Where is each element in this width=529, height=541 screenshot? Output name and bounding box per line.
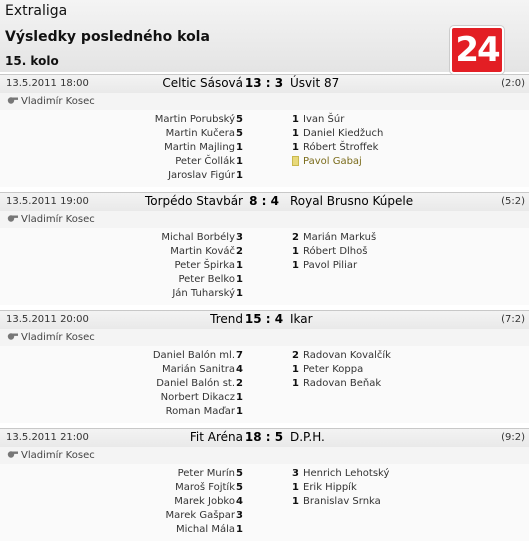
match-date: 13.5.2011 18:00: [6, 78, 89, 89]
home-scorer-goals: 3: [236, 510, 243, 521]
round-label: 15. kolo: [5, 54, 59, 68]
home-scorer-goals: 1: [236, 170, 243, 181]
home-scorer-name: Peter Murín: [177, 468, 235, 479]
referee-row: [0, 93, 529, 110]
whistle-icon: [7, 214, 18, 222]
home-scorer-goals: 1: [236, 142, 243, 153]
referee-name: Vladimír Kosec: [21, 96, 95, 107]
home-scorer-goals: 2: [236, 246, 243, 257]
scorer-row: [0, 391, 529, 405]
referee-name: Vladimír Kosec: [21, 214, 95, 225]
away-team[interactable]: Úsvit 87: [290, 76, 340, 90]
away-scorer-name: Róbert Štroffek: [303, 142, 379, 153]
away-scorer-name: Peter Koppa: [303, 364, 364, 375]
home-scorer-goals: 1: [236, 406, 243, 417]
scorer-row: [0, 169, 529, 183]
away-team[interactable]: Royal Brusno Kúpele: [290, 194, 414, 208]
referee-row: [0, 447, 529, 464]
home-scorer-name: Maroš Fojtík: [175, 482, 235, 493]
scorer-row: [0, 405, 529, 419]
scorer-row: [0, 231, 529, 245]
home-scorer-goals: 5: [236, 128, 243, 139]
whistle-icon: [7, 332, 18, 340]
referee-row: [0, 211, 529, 228]
home-scorer-name: Martin Majling: [164, 142, 235, 153]
scorer-row: [0, 273, 529, 287]
match-date: 13.5.2011 21:00: [6, 432, 89, 443]
home-scorer-name: Daniel Balón st.: [156, 378, 235, 389]
away-scorer-goals: 2: [292, 232, 299, 243]
away-scorer-name: Henrich Lehotský: [303, 468, 390, 479]
home-scorer-name: Peter Špirka: [174, 260, 235, 271]
header-panel: [0, 0, 529, 72]
match-row[interactable]: [0, 428, 529, 447]
scorers-list: [0, 110, 529, 187]
match-block: [0, 428, 529, 541]
away-scorer-goals: 1: [292, 260, 299, 271]
scorer-row: [0, 141, 529, 155]
home-team[interactable]: Torpédo Stavbár: [144, 194, 243, 208]
away-scorer-name: Róbert Dlhoš: [303, 246, 368, 257]
match-date: 13.5.2011 20:00: [6, 314, 89, 325]
referee-name: Vladimír Kosec: [21, 450, 95, 461]
away-scorer-goals: 2: [292, 350, 299, 361]
home-scorer-goals: 7: [236, 350, 243, 361]
home-scorer-goals: 1: [236, 524, 243, 535]
away-scorer-name: Daniel Kiedžuch: [303, 128, 384, 139]
away-scorer-name: Pavol Piliar: [303, 260, 358, 271]
home-scorer-goals: 4: [236, 496, 243, 507]
away-scorer-name: Radovan Kovalčík: [303, 350, 391, 361]
match-block: [0, 192, 529, 305]
away-scorer-goals: 1: [292, 114, 299, 125]
home-scorer-name: Marek Gašpar: [165, 510, 235, 521]
halftime-score: (7:2): [501, 314, 525, 325]
scorer-row: [0, 127, 529, 141]
scorer-row: [0, 495, 529, 509]
home-scorer-name: Martin Porubský: [154, 114, 235, 125]
scorer-row: [0, 259, 529, 273]
away-scorer-name: Marián Markuš: [303, 232, 377, 243]
home-team[interactable]: Trend: [210, 312, 243, 326]
home-scorer-name: Michal Mála: [176, 524, 235, 535]
halftime-score: (2:0): [501, 78, 525, 89]
away-scorer-goals: 1: [292, 496, 299, 507]
match-block: [0, 74, 529, 187]
scorer-row: [0, 509, 529, 523]
away-scorer-goals: 1: [292, 128, 299, 139]
match-score: 13 : 3: [244, 76, 284, 90]
away-scorer-goals: 1: [292, 246, 299, 257]
whistle-icon: [7, 96, 18, 104]
home-scorer-name: Norbert Dikacz: [160, 392, 235, 403]
away-scorer-goals: 1: [292, 364, 299, 375]
match-row[interactable]: [0, 74, 529, 93]
home-scorer-name: Peter Belko: [178, 274, 235, 285]
referee-name: Vladimír Kosec: [21, 332, 95, 343]
match-block: [0, 310, 529, 423]
home-scorer-name: Marián Sanitra: [161, 364, 235, 375]
home-scorer-name: Jaroslav Figúr: [168, 170, 235, 181]
home-scorer-name: Roman Maďar: [165, 406, 235, 417]
home-scorer-goals: 4: [236, 364, 243, 375]
away-team[interactable]: D.P.H.: [290, 430, 325, 444]
match-row[interactable]: [0, 192, 529, 211]
home-team[interactable]: Celtic Sásová: [162, 76, 243, 90]
away-scorer-name: Branislav Srnka: [303, 496, 381, 507]
match-row[interactable]: [0, 310, 529, 329]
away-carded-player: Pavol Gabaj: [303, 156, 362, 167]
match-score: 15 : 4: [244, 312, 284, 326]
home-scorer-goals: 2: [236, 378, 243, 389]
halftime-score: (9:2): [501, 432, 525, 443]
brand-logo[interactable]: 24: [450, 26, 504, 74]
home-scorer-name: Martin Kučera: [165, 128, 235, 139]
scorers-list: [0, 228, 529, 305]
page-title: Výsledky posledného kola: [5, 29, 210, 45]
home-team[interactable]: Fit Aréna: [189, 430, 243, 444]
match-score: 18 : 5: [244, 430, 284, 444]
scorer-row: [0, 349, 529, 363]
league-title: Extraliga: [5, 3, 68, 19]
home-scorer-name: Marek Jobko: [174, 496, 235, 507]
scorer-row: [0, 523, 529, 537]
scorer-row: [0, 481, 529, 495]
home-scorer-goals: 5: [236, 468, 243, 479]
scorer-row: [0, 245, 529, 259]
away-scorer-goals: 1: [292, 142, 299, 153]
away-scorer-name: Erik Hippík: [303, 482, 357, 493]
home-scorer-goals: 5: [236, 482, 243, 493]
whistle-icon: [7, 450, 18, 458]
scorer-row: [0, 287, 529, 301]
yellow-card-icon: [292, 156, 299, 166]
match-date: 13.5.2011 19:00: [6, 196, 89, 207]
away-team[interactable]: Ikar: [290, 312, 313, 326]
scorer-row: [0, 113, 529, 127]
home-scorer-goals: 1: [236, 392, 243, 403]
home-scorer-name: Ján Tuharský: [172, 288, 235, 299]
scorers-list: [0, 464, 529, 541]
away-scorer-name: Ivan Šúr: [303, 114, 345, 125]
home-scorer-goals: 1: [236, 288, 243, 299]
home-scorer-name: Peter Čollák: [175, 156, 235, 167]
scorers-list: [0, 346, 529, 423]
home-scorer-goals: 5: [236, 114, 243, 125]
referee-row: [0, 329, 529, 346]
away-scorer-name: Radovan Beňak: [303, 378, 382, 389]
away-scorer-goals: 1: [292, 482, 299, 493]
scorer-row: [0, 363, 529, 377]
home-scorer-goals: 1: [236, 260, 243, 271]
scorer-row: [0, 467, 529, 481]
halftime-score: (5:2): [501, 196, 525, 207]
home-scorer-goals: 1: [236, 156, 243, 167]
away-scorer-goals: 3: [292, 468, 299, 479]
home-scorer-name: Martin Kováč: [170, 246, 235, 257]
home-scorer-goals: 3: [236, 232, 243, 243]
scorer-row: [0, 377, 529, 391]
scorer-row: [0, 155, 529, 169]
away-scorer-goals: 1: [292, 378, 299, 389]
home-scorer-goals: 1: [236, 274, 243, 285]
home-scorer-name: Michal Borbély: [161, 232, 235, 243]
home-scorer-name: Daniel Balón ml.: [152, 350, 235, 361]
match-score: 8 : 4: [249, 194, 279, 208]
